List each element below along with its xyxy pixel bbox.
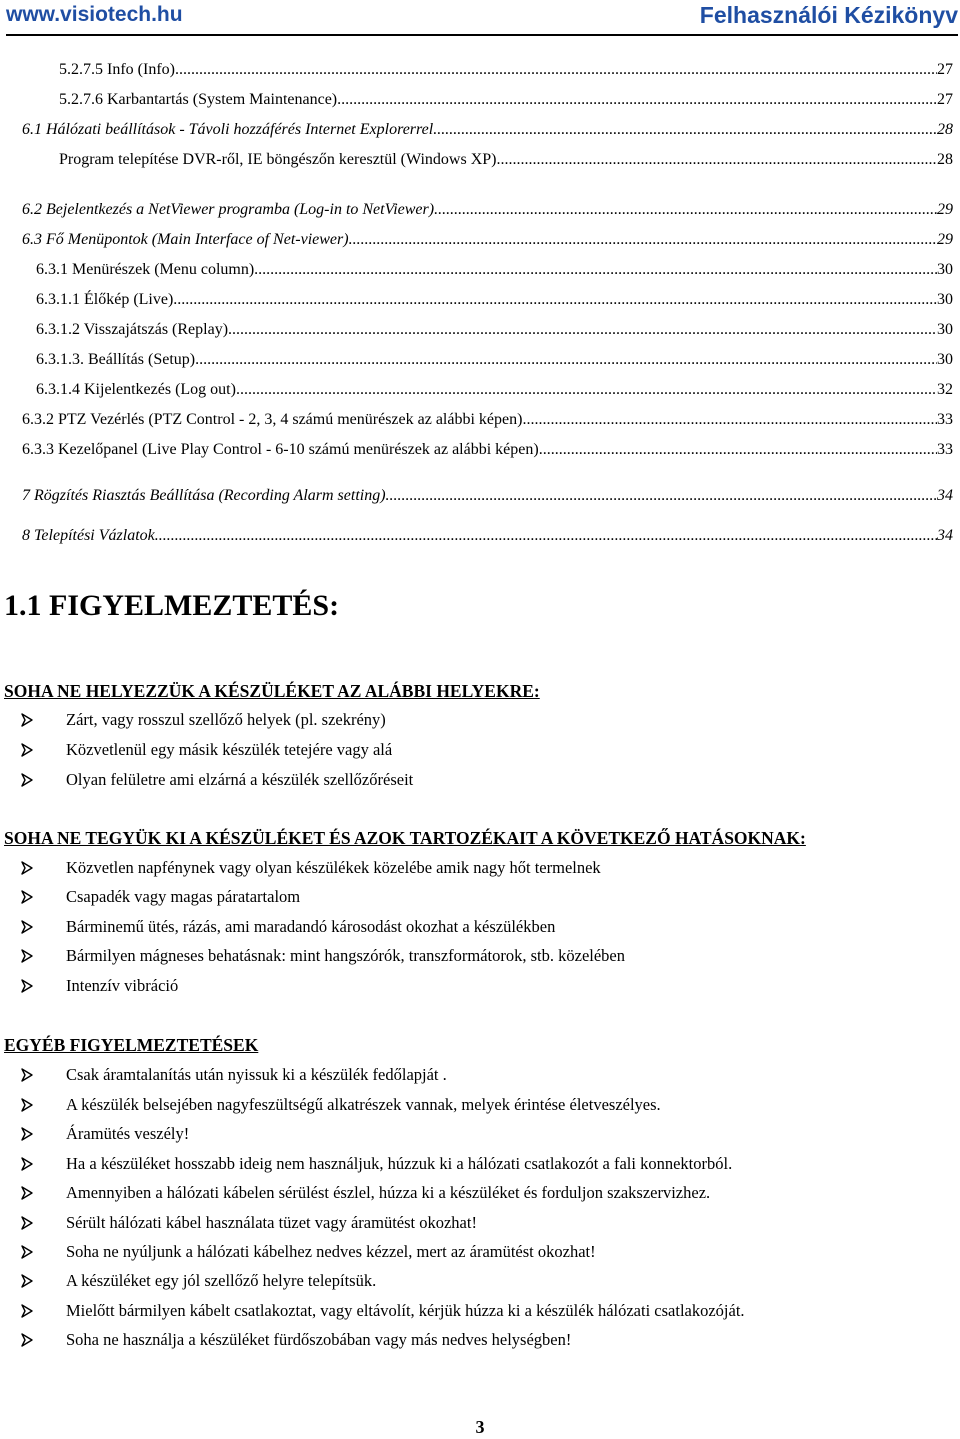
arrow-bullet-icon <box>20 1157 66 1171</box>
list-item <box>20 857 601 879</box>
list-item-text: A készülék belsejében nagyfeszültségű alkatrészek vannak, melyek érintése életveszélyes. <box>66 1095 661 1114</box>
list-item-text: Amennyiben a hálózati kábelen sérülést észlel, húzza ki a készüléket és forduljon szakszervizhez. <box>66 1183 711 1202</box>
arrow-bullet-icon <box>20 1274 66 1288</box>
toc-leader-dots <box>195 350 937 370</box>
section-heading: SOHA NE TEGYÜK KI A KÉSZÜLÉKET ÉS AZOK TARTOZÉKAIT A KÖVETKEZŐ HATÁSOKNAK: <box>4 828 806 848</box>
list-item-text: Közvetlen napfénynek vagy olyan készülékek közelébe amik nagy hőt termelnek <box>66 858 601 877</box>
toc-leader-dots <box>539 440 937 460</box>
document-title: Felhasználói Kézikönyv <box>699 2 958 28</box>
toc-leader-dots <box>349 230 937 250</box>
page-title: 1.1 FIGYELMEZTETÉS: <box>4 589 340 622</box>
page-header <box>6 0 958 36</box>
toc-entry-label: 6.3 Fő Menüpontok (Main Interface of Net-viewer) <box>22 231 349 248</box>
arrow-bullet-icon <box>20 861 66 875</box>
list-item <box>20 769 413 791</box>
list-item-text: Közvetlenül egy másik készülék tetejére vagy alá <box>66 740 393 759</box>
list-item-text: Áramütés veszély! <box>66 1124 190 1143</box>
toc-entry[interactable] <box>36 288 953 310</box>
list-item <box>20 945 625 967</box>
toc-entry[interactable] <box>22 438 953 460</box>
toc-entry[interactable] <box>59 88 953 110</box>
arrow-bullet-icon <box>20 743 66 757</box>
list-item <box>20 1153 732 1175</box>
section-heading: SOHA NE HELYEZZÜK A KÉSZÜLÉKET AZ ALÁBBI HELYEKRE: <box>4 681 540 701</box>
toc-entry-label: 5.2.7.6 Karbantartás (System Maintenance) <box>59 91 338 108</box>
list-item-text: Bárminemű ütés, rázás, ami maradandó károsodást okozhat a készülékben <box>66 917 556 936</box>
toc-entry-page: 28 <box>937 151 953 168</box>
toc-entry-page: 34 <box>937 527 953 544</box>
list-item <box>20 1270 376 1292</box>
toc-leader-dots <box>386 486 937 506</box>
toc-entry-page: 30 <box>937 351 953 368</box>
toc-entry[interactable] <box>22 118 953 140</box>
list-item <box>20 1182 710 1204</box>
toc-entry-label: 6.1 Hálózati beállítások - Távoli hozzáférés Internet Explorerrel <box>22 121 434 138</box>
list-item-text: Soha ne nyúljunk a hálózati kábelhez nedves kézzel, mert az áramütést okozhat! <box>66 1242 596 1261</box>
site-link[interactable]: www.visiotech.hu <box>6 3 183 26</box>
toc-entry-label: Program telepítése DVR-ről, IE böngészőn keresztül (Windows XP) <box>59 151 497 168</box>
toc-entry-page: 34 <box>937 487 953 504</box>
list-item-text: Intenzív vibráció <box>66 976 179 995</box>
toc-leader-dots <box>433 120 937 140</box>
list-item-text: Csak áramtalanítás után nyissuk ki a készülék fedőlapját . <box>66 1065 447 1084</box>
list-item <box>20 1123 189 1145</box>
list-item <box>20 709 386 731</box>
section-heading: EGYÉB FIGYELMEZTETÉSEK <box>4 1035 259 1055</box>
toc-entry-label: 7 Rögzítés Riasztás Beállítása (Recording Alarm setting) <box>22 487 386 504</box>
list-item <box>20 1212 477 1234</box>
list-item-text: Olyan felületre ami elzárná a készülék szellőzőréseit <box>66 770 414 789</box>
arrow-bullet-icon <box>20 773 66 787</box>
toc-entry[interactable] <box>22 524 953 546</box>
toc-entry-label: 6.3.1.1 Élőkép (Live) <box>36 291 174 308</box>
list-item <box>20 1241 596 1263</box>
list-item <box>20 916 555 938</box>
arrow-bullet-icon <box>20 1333 66 1347</box>
list-item-text: Mielőtt bármilyen kábelt csatlakoztat, vagy eltávolít, kérjük húzza ki a készülék hálózati csatlakozóját. <box>66 1301 745 1320</box>
toc-entry-page: 30 <box>937 291 953 308</box>
toc-leader-dots <box>175 60 937 80</box>
arrow-bullet-icon <box>20 1304 66 1318</box>
toc-entry-label: 8 Telepítési Vázlatok <box>22 527 155 544</box>
toc-entry-page: 27 <box>937 61 953 78</box>
toc-entry[interactable] <box>59 58 953 80</box>
arrow-bullet-icon <box>20 1098 66 1112</box>
list-item <box>20 1064 447 1086</box>
toc-entry[interactable] <box>36 378 953 400</box>
toc-leader-dots <box>155 526 937 546</box>
toc-entry-label: 6.3.3 Kezelőpanel (Live Play Control - 6-10 számú menürészek az alábbi képen) <box>22 441 539 458</box>
list-item-text: Zárt, vagy rosszul szellőző helyek (pl. szekrény) <box>66 710 386 729</box>
toc-entry-page: 32 <box>937 381 953 398</box>
toc-entry-page: 33 <box>937 411 953 428</box>
arrow-bullet-icon <box>20 1127 66 1141</box>
toc-entry[interactable] <box>36 348 953 370</box>
toc-entry-page: 29 <box>937 231 953 248</box>
toc-entry-page: 30 <box>937 321 953 338</box>
toc-entry[interactable] <box>22 198 953 220</box>
arrow-bullet-icon <box>20 1186 66 1200</box>
arrow-bullet-icon <box>20 949 66 963</box>
arrow-bullet-icon <box>20 1245 66 1259</box>
arrow-bullet-icon <box>20 890 66 904</box>
list-item <box>20 975 178 997</box>
list-item-text: Ha a készüléket hosszabb ideig nem használjuk, húzzuk ki a hálózati csatlakozót a fali konnektorból. <box>66 1154 733 1173</box>
list-item <box>20 1329 571 1351</box>
toc-entry-label: 6.2 Bejelentkezés a NetViewer programba (Log-in to NetViewer) <box>22 201 435 218</box>
toc-entry[interactable] <box>22 408 953 430</box>
toc-entry-page: 30 <box>937 261 953 278</box>
toc-entry-page: 28 <box>937 121 953 138</box>
toc-leader-dots <box>228 320 937 340</box>
list-item-text: Sérült hálózati kábel használata tüzet vagy áramütést okozhat! <box>66 1213 477 1232</box>
toc-entry[interactable] <box>22 484 953 506</box>
toc-leader-dots <box>254 260 937 280</box>
toc-entry-label: 6.3.1.2 Visszajátszás (Replay) <box>36 321 229 338</box>
list-item-text: Bármilyen mágneses behatásnak: mint hangszórók, transzformátorok, stb. közelében <box>66 946 626 965</box>
page-number: 3 <box>475 1417 485 1437</box>
arrow-bullet-icon <box>20 920 66 934</box>
toc-entry-page: 27 <box>937 91 953 108</box>
toc-entry-label: 6.3.1 Menürészek (Menu column) <box>36 261 255 278</box>
toc-leader-dots <box>337 90 937 110</box>
toc-entry-label: 6.3.1.3. Beállítás (Setup) <box>36 351 196 368</box>
toc-entry[interactable] <box>59 148 953 170</box>
toc-entry-page: 33 <box>937 441 953 458</box>
toc-entry[interactable] <box>36 258 953 280</box>
list-item <box>20 1094 661 1116</box>
toc-leader-dots <box>236 380 937 400</box>
toc-entry[interactable] <box>36 318 953 340</box>
toc-entry-page: 29 <box>937 201 953 218</box>
arrow-bullet-icon <box>20 713 66 727</box>
list-item <box>20 886 300 908</box>
list-item <box>20 1300 745 1322</box>
toc-leader-dots <box>173 290 937 310</box>
toc-entry[interactable] <box>22 228 953 250</box>
list-item <box>20 739 392 761</box>
list-item-text: Csapadék vagy magas páratartalom <box>66 887 301 906</box>
toc-entry-label: 6.3.1.4 Kijelentkezés (Log out) <box>36 381 236 398</box>
arrow-bullet-icon <box>20 1216 66 1230</box>
toc-leader-dots <box>496 150 937 170</box>
arrow-bullet-icon <box>20 979 66 993</box>
toc-leader-dots <box>522 410 937 430</box>
toc-entry-label: 6.3.2 PTZ Vezérlés (PTZ Control - 2, 3, 4 számú menürészek az alábbi képen) <box>22 411 523 428</box>
toc-entry-label: 5.2.7.5 Info (Info) <box>59 61 175 78</box>
arrow-bullet-icon <box>20 1068 66 1082</box>
list-item-text: A készüléket egy jól szellőző helyre telepítsük. <box>66 1271 377 1290</box>
toc-leader-dots <box>434 200 937 220</box>
list-item-text: Soha ne használja a készüléket fürdőszobában vagy más nedves helységben! <box>66 1330 572 1349</box>
